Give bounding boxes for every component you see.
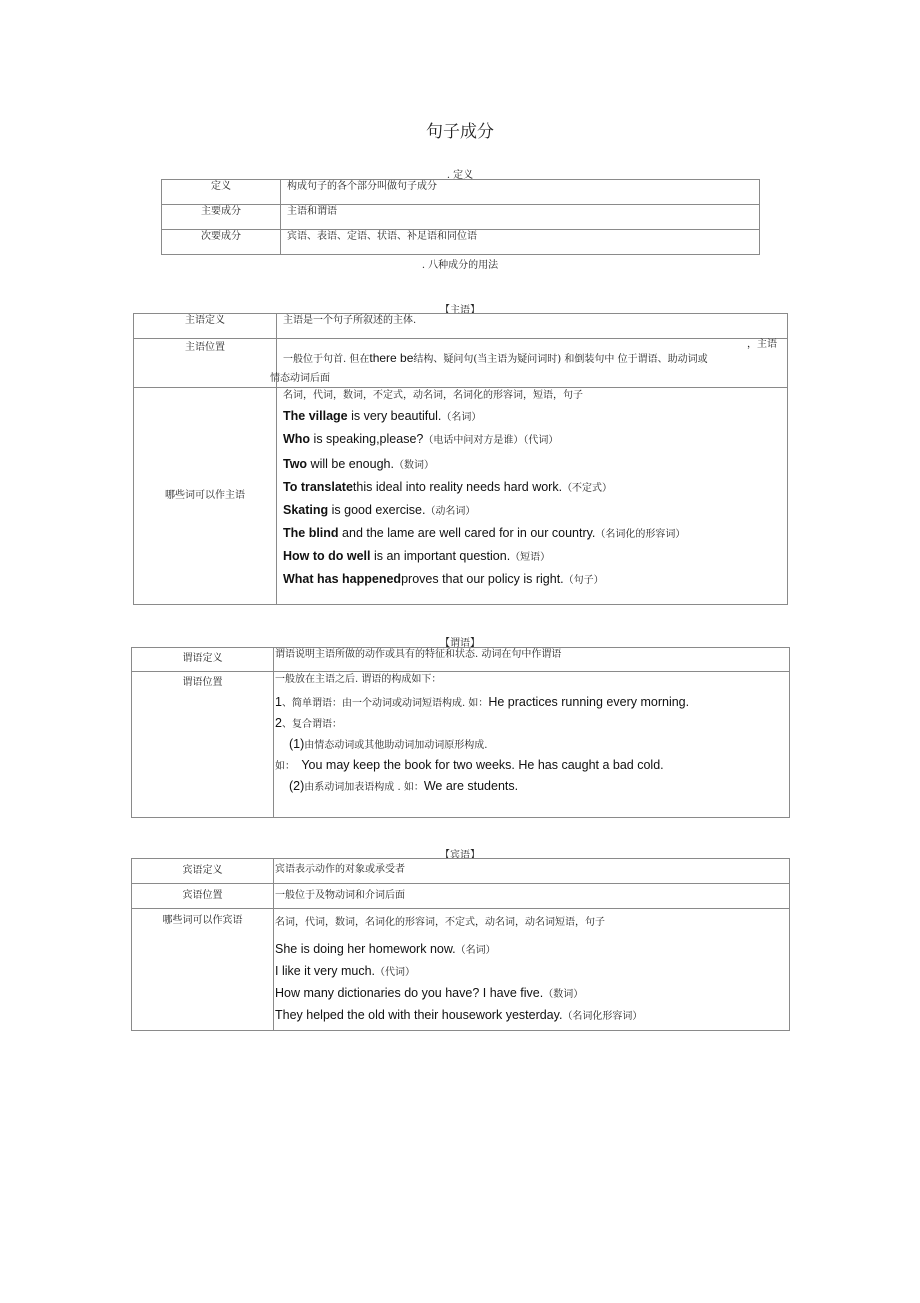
- secondary-components-row: [162, 230, 760, 255]
- predicate-line: 如： You may keep the book for two weeks. He has caught a bad cold.: [275, 758, 664, 772]
- predicate-line: 2、复合谓语：: [275, 716, 342, 730]
- section-caption-definition: . 定义: [446, 170, 474, 181]
- subject-example: To translatethis ideal into reality needs hard work.（不定式）: [283, 480, 613, 494]
- subject-definition-row: [134, 314, 788, 339]
- object-example: I like it very much.（代词）: [275, 964, 416, 978]
- primary-components-label: 主要成分: [162, 205, 281, 230]
- subject-position-text-2: 结构、疑问句(当主语为疑问词时) 和倒装句中 位于谓语、助动词或: [413, 354, 708, 365]
- object-heading: 【宾语】: [440, 850, 480, 861]
- predicate-definition-value: 谓语说明主语所做的动作或具有的特征和状态. 动词在句中作谓语: [274, 648, 790, 672]
- predicate-line: 1、简单谓语：由一个动词或动词短语构成. 如：He practices running every morning.: [275, 695, 690, 709]
- definition-value: 构成句子的各个部分叫做句子成分: [281, 180, 760, 205]
- object-example: They helped the old with their housework yesterday.（名词化形容词）: [275, 1008, 643, 1022]
- subject-example: Skating is good exercise.（动名词）: [283, 503, 476, 517]
- object-words-intro: 名词，代词，数词，名词化的形容词，不定式，动名词，动名词短语，句子: [275, 917, 605, 928]
- object-position-row: [132, 884, 790, 909]
- secondary-components-label: 次要成分: [162, 230, 281, 255]
- subject-example: How to do well is an important question.（短语）: [283, 549, 551, 563]
- definition-table: [161, 179, 760, 255]
- subject-words-row: [134, 388, 788, 605]
- definition-label: 定义: [162, 180, 281, 205]
- object-table: [131, 858, 790, 1031]
- object-definition-value: 宾语表示动作的对象或承受者: [274, 859, 790, 884]
- secondary-components-value: 宾语、表语、定语、状语、补足语和同位语: [281, 230, 760, 255]
- predicate-position-label: 谓语位置: [132, 672, 274, 818]
- predicate-table: [131, 647, 790, 818]
- predicate-line: (1)由情态动词或其他助动词加动词原形构成.: [289, 737, 488, 751]
- predicate-line: 一般放在主语之后. 谓语的构成如下：: [275, 674, 442, 685]
- subject-definition-label: 主语定义: [134, 314, 277, 339]
- subject-position-row: [134, 339, 788, 388]
- object-words-label: 哪些词可以作宾语: [132, 909, 274, 1031]
- object-definition-row: [132, 859, 790, 884]
- subject-example: The blind and the lame are well cared for in our country.（名词化的形容词）: [283, 526, 686, 540]
- object-example: She is doing her homework now.（名词）: [275, 942, 496, 956]
- subject-position-label: 主语位置: [134, 339, 277, 388]
- subject-example: Who is speaking,please?（电话中问对方是谁）（代词）: [283, 432, 559, 446]
- section-caption-usage: . 八种成分的用法: [421, 260, 499, 271]
- predicate-definition-label: 谓语定义: [132, 648, 274, 672]
- subject-words-value: [277, 388, 788, 605]
- predicate-line: (2)由系动词加表语构成 . 如：We are students.: [289, 779, 519, 793]
- subject-example: The village is very beautiful.（名词）: [283, 409, 482, 423]
- subject-position-text-1: 一般位于句首. 但在: [283, 354, 370, 365]
- subject-words-intro: 名词，代词，数词，不定式，动名词，名词化的形容词，短语，句子: [283, 390, 583, 401]
- subject-position-there-be: there be: [369, 351, 414, 365]
- subject-definition-value: 主语是一个句子所叙述的主体.: [277, 314, 788, 339]
- primary-components-row: [162, 205, 760, 230]
- page-title: 句子成分: [426, 122, 494, 142]
- object-words-row: [132, 909, 790, 1031]
- object-definition-label: 宾语定义: [132, 859, 274, 884]
- subject-position-text-4: 情态动词后面: [270, 373, 330, 384]
- subject-example: What has happenedproves that our policy is right.（句子）: [283, 572, 604, 586]
- subject-position-value: [270, 339, 788, 388]
- subject-table: [133, 313, 788, 605]
- object-words-value: [274, 909, 790, 1031]
- subject-example: Two will be enough.（数词）: [283, 457, 434, 471]
- object-example: How many dictionaries do you have? I have five.（数词）: [275, 986, 584, 1000]
- subject-heading: 【主语】: [440, 305, 480, 316]
- primary-components-value: 主语和谓语: [281, 205, 760, 230]
- object-position-value: 一般位于及物动词和介词后面: [274, 884, 790, 909]
- definition-row: [162, 180, 760, 205]
- predicate-position-row: [132, 672, 790, 818]
- object-position-label: 宾语位置: [132, 884, 274, 909]
- subject-position-text-3: ，主语: [747, 339, 777, 350]
- predicate-position-value: [274, 672, 790, 818]
- predicate-heading: 【谓语】: [440, 638, 480, 649]
- predicate-definition-row: [132, 648, 790, 672]
- subject-words-label: 哪些词可以作主语: [134, 388, 277, 605]
